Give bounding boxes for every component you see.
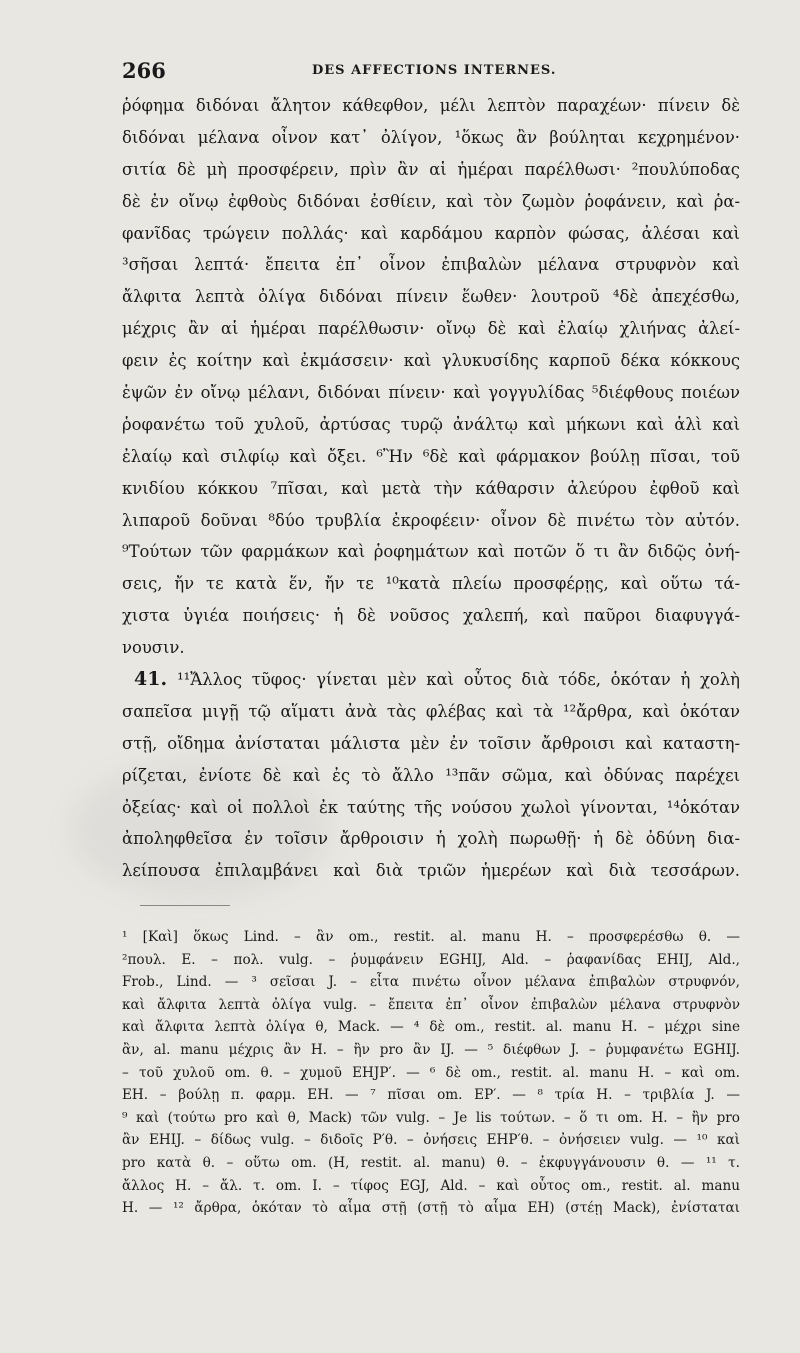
running-header [122,58,742,86]
footnote-line: H. — ¹² ἄρθρα, ὁκόταν τὸ αἷμα στῇ (στῇ τὸ αἷμα EH) (στέῃ Mack), ἐνίσταται [122,1200,740,1217]
footnote-line: ἄλλος H. – ἄλ. τ. om. I. – τίφος EGJ, Ald. – καὶ οὗτος om., restit. al. manu [122,1177,740,1194]
footnote-line: ⁹ καὶ (τούτω pro καὶ θ, Mack) τῶν vulg. – Je lis τούτων. – ὅ τι om. H. – ἢν pro [122,1109,740,1126]
text-line: ῥοφανέτω τοῦ χυλοῦ, ἀρτύσας τυρῷ ἀνάλτῳ καὶ μήκωνι καὶ ἁλὶ καὶ [122,414,740,434]
section-number: 41. [134,668,168,691]
section-first-line-text: ¹¹Ἄλλος τῦφος· γίνεται μὲν καὶ οὗτος διὰ τόδε, ὁκόταν ἡ χολὴ [177,670,740,690]
footnote-line: ¹ [Καὶ] ὅκως Lind. – ἂν om., restit. al. manu H. – προσφερέσθω θ. — [122,929,740,945]
footnote-line: καὶ ἄλφιτα λεπτὰ ὀλίγα vulg. – ἔπειτα ἐπ᾽ οἶνον ἐπιβαλὼν μέλανα στρυφνὸν [122,996,740,1013]
text-line: φανῖδας τρώγειν πολλάς· καὶ καρδάμου καρπὸν φώσας, ἀλέσαι καὶ [122,223,740,243]
text-line: σεις, ἤν τε κατὰ ἕν, ἤν τε ¹⁰κατὰ πλείω προσφέρῃς, καὶ οὕτω τά- [122,574,740,594]
text-line: κνιδίου κόκκου ⁷πῖσαι, καὶ μετὰ τὴν κάθαρσιν ἀλεύρου ἐφθοῦ καὶ [122,478,740,498]
text-line: σαπεῖσα μιγῇ τῷ αἵματι ἀνὰ τὰς φλέβας καὶ τὰ ¹²ἄρθρα, καὶ ὁκόταν [122,701,740,721]
text-line: λείπουσα ἐπιλαμβάνει καὶ διὰ τριῶν ἡμερέων καὶ διὰ τεσσάρων. [122,861,740,881]
footnote-line: ἂν, al. manu μέχρις ἂν H. – ἢν pro ἂν IJ. — ⁵ διέφθων J. – ῥυμφανέτω EGHIJ. [122,1041,740,1058]
text-line: διδόναι μέλανα οἶνον κατ᾽ ὀλίγον, ¹ὅκως ἂν βούληται κεχρημένον· [122,127,740,147]
text-line: χιστα ὑγιέα ποιήσεις· ἡ δὲ νοῦσος χαλεπή, καὶ παῦροι διαφυγγά- [122,606,740,626]
text-line: νουσιν. [122,638,185,658]
footnote-line: καὶ ἄλφιτα λεπτὰ ὀλίγα θ, Mack. — ⁴ δὲ om., restit. al. manu H. – μέχρι sine [122,1019,740,1036]
text-line: ρίζεται, ἐνίοτε δὲ καὶ ἐς τὸ ἄλλο ¹³πᾶν σῶμα, καὶ ὀδύνας παρέχει [122,765,740,785]
main-text [122,90,740,887]
text-line: φειν ἐς κοίτην καὶ ἐκμάσσειν· καὶ γλυκυσίδης καρποῦ δέκα κόκκους [122,351,740,371]
text-line: ἐλαίῳ καὶ σιλφίῳ καὶ ὄξει. ⁶Ἢν ⁶δὲ καὶ φάρμακον βούλῃ πῖσαι, τοῦ [122,446,740,466]
text-line: ³σῆσαι λεπτά· ἔπειτα ἐπ᾽ οἶνον ἐπιβαλὼν μέλανα στρυφνὸν καὶ [122,255,740,275]
text-line: ἄλφιτα λεπτὰ ὀλίγα διδόναι πίνειν ἕωθεν· λουτροῦ ⁴δὲ ἀπεχέσθω, [122,287,740,307]
footnote-rule [140,905,230,906]
text-line: ῥόφημα διδόναι ἄλητον κάθεφθον, μέλι λεπτὸν παραχέων· πίνειν δὲ [122,96,740,115]
footnote-line: ἂν EHIJ. – δίδως vulg. – διδοῖς P′θ. – ὀνήσεις EHP′θ. – ὀνήσειεν vulg. — ¹⁰ καὶ [122,1132,740,1149]
text-line: ⁹Τούτων τῶν φαρμάκων καὶ ῥοφημάτων καὶ ποτῶν ὅ τι ἂν διδῷς ὀνή- [122,542,740,562]
page-number: 266 [122,58,166,83]
footnote-line: – τοῦ χυλοῦ om. θ. – χυμοῦ EHJP′. — ⁶ δὲ om., restit. al. manu H. – καὶ om. [122,1064,740,1081]
text-line: ἑψῶν ἐν οἴνῳ μέλανι, διδόναι πίνειν· καὶ γογγυλίδας ⁵διέφθους ποιέων [122,383,740,403]
section-first-line [122,664,740,696]
text-line: λιπαροῦ δοῦναι ⁸δύο τρυβλία ἐκροφέειν· οἶνον δὲ πινέτω τὸν αὐτόν. [122,510,740,530]
text-line: μέχρις ἂν αἱ ἡμέραι παρέλθωσιν· οἴνῳ δὲ καὶ ἐλαίῳ χλιήνας ἀλεί- [122,319,740,339]
text-line: ὀξείας· καὶ οἱ πολλοὶ ἐκ ταύτης τῆς νούσου χωλοὶ γίνονται, ¹⁴ὁκόταν [122,797,740,817]
text-line: ἀποληφθεῖσα ἐν τοῖσιν ἄρθροισιν ἡ χολὴ πωρωθῇ· ἡ δὲ ὀδύνη δια- [122,829,740,849]
text-line: σιτία δὲ μὴ προσφέρειν, πρὶν ἂν αἱ ἡμέραι παρέλθωσι· ²πουλύποδας [122,159,740,179]
footnotes [122,926,740,1220]
text-line: στῇ, οἴδημα ἀνίσταται μάλιστα μὲν ἐν τοῖσιν ἄρθροισι καὶ καταστη- [122,733,740,753]
footnote-line: EH. – βούλῃ π. φαρμ. EH. — ⁷ πῖσαι om. EP′. — ⁸ τρία H. – τριβλία J. — [122,1087,740,1104]
footnote-line: Frob., Lind. — ³ σεῖσαι J. – εἶτα πινέτω οἶνον μέλανα ἐπιβαλὼν στρυφνόν, [122,974,740,991]
text-line: δὲ ἐν οἴνῳ ἐφθοὺς διδόναι ἐσθίειν, καὶ τὸν ζωμὸν ῥοφάνειν, καὶ ῥα- [122,191,740,211]
running-title: DES AFFECTIONS INTERNES. [312,63,557,78]
footnote-line: pro κατὰ θ. – οὕτω om. (H, restit. al. manu) θ. – ἐκφυγγάνουσιν θ. — ¹¹ τ. [122,1154,740,1171]
footnote-line: ²πουλ. E. – πολ. vulg. – ῥυμφάνειν EGHIJ, Ald. – ῥαφανίδας EHIJ, Ald., [122,951,740,968]
